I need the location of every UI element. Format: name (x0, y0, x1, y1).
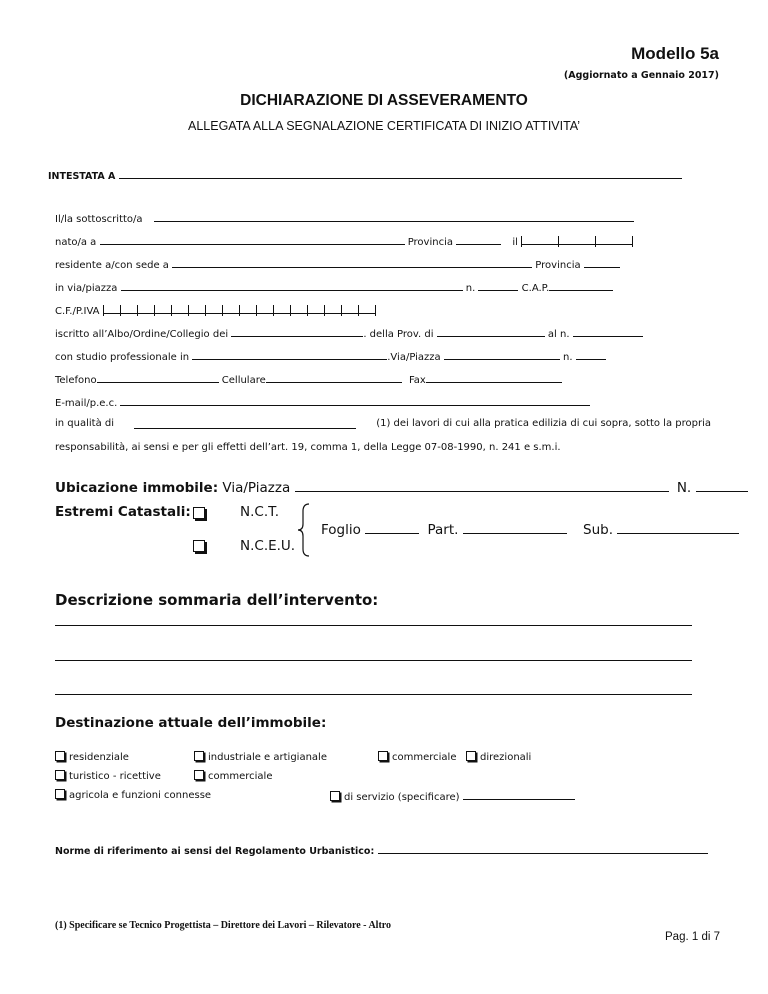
document-title: DICHIARAZIONE DI ASSEVERAMENTO (240, 92, 528, 109)
document-subtitle: ALLEGATA ALLA SEGNALAZIONE CERTIFICATA DI INIZIO ATTIVITA’ (188, 119, 580, 133)
al-n-field[interactable] (573, 326, 643, 337)
model-number: Modello 5a (631, 44, 719, 63)
al-n-label: al n. (547, 329, 570, 340)
industriale-option[interactable]: industriale e artigianale (194, 751, 327, 763)
n2-label: n. (563, 352, 573, 363)
foglio-label: Foglio (321, 522, 361, 538)
provincia-field[interactable] (456, 234, 501, 245)
servizio-field[interactable] (463, 789, 575, 800)
destinazione-label: Destinazione attuale dell’immobile: (55, 715, 327, 731)
sub-field[interactable] (617, 521, 739, 534)
norme-label: Norme di riferimento ai sensi del Regolamento Urbanistico: (55, 846, 375, 857)
via-piazza-label: .Via/Piazza (387, 352, 441, 363)
intestata-label: INTESTATA A (48, 171, 116, 182)
commerciale-checkbox[interactable] (378, 751, 388, 761)
servizio-option[interactable]: di servizio (specificare) (330, 789, 575, 803)
norme-row (55, 843, 708, 857)
agricola-checkbox[interactable] (55, 789, 65, 799)
direzionali-checkbox[interactable] (466, 751, 476, 761)
residenziale-checkbox[interactable] (55, 751, 65, 761)
sub-label: Sub. (583, 522, 614, 538)
intestata-field[interactable] (119, 168, 682, 179)
studio-field[interactable] (192, 349, 387, 360)
descrizione-line-1[interactable] (55, 625, 692, 626)
sottoscritto-row (55, 211, 634, 225)
studio-label: con studio professionale in (55, 352, 190, 363)
residente-row (55, 257, 620, 271)
via-label: in via/piazza (55, 283, 118, 294)
residente-field[interactable] (172, 257, 532, 268)
descrizione-line-3[interactable] (55, 694, 692, 695)
part-field[interactable] (463, 521, 567, 534)
della-prov-label: . della Prov. di (363, 329, 434, 340)
telefono-label: Telefono (55, 375, 97, 386)
agricola-option[interactable]: agricola e funzioni connesse (55, 789, 211, 801)
provincia2-field[interactable] (584, 257, 620, 268)
commerciale2-option[interactable]: commerciale (194, 770, 272, 782)
cf-label: C.F./P.IVA (55, 306, 100, 317)
ubicazione-label: Ubicazione immobile: (55, 480, 219, 496)
qualita-rest: (1) dei lavori di cui alla pratica edilizia di cui sopra, sotto la propria (376, 418, 711, 429)
ubicazione-via-label: Via/Piazza (222, 480, 291, 496)
telefono-row (55, 372, 562, 386)
descrizione-line-2[interactable] (55, 660, 692, 661)
provincia2-label: Provincia (535, 260, 581, 271)
iscritto-label: iscritto all’Albo/Ordine/Collegio dei (55, 329, 229, 340)
email-label: E-mail/p.e.c. (55, 398, 118, 409)
ubicazione-n-field[interactable] (696, 479, 748, 492)
turistico-option[interactable]: turistico - ricettive (55, 770, 161, 782)
nato-label: nato/a a (55, 237, 97, 248)
n-label: n. (465, 283, 476, 294)
commerciale-option[interactable]: commerciale (378, 751, 456, 763)
cap-label: C.A.P. (521, 283, 550, 294)
turistico-checkbox[interactable] (55, 770, 65, 780)
n-field[interactable] (478, 280, 518, 291)
sottoscritto-field[interactable] (154, 211, 634, 222)
fax-field[interactable] (426, 372, 562, 383)
residenziale-option[interactable]: residenziale (55, 751, 129, 763)
studio-row (55, 349, 606, 363)
part-label: Part. (427, 522, 459, 538)
foglio-field[interactable] (365, 521, 419, 534)
ubicazione-row (55, 479, 748, 496)
nceu-checkbox[interactable] (193, 540, 205, 552)
studio-via-field[interactable] (444, 349, 560, 360)
qualita-field[interactable] (134, 418, 356, 429)
responsabilita-text: responsabilità, ai sensi e per gli effetti dell’art. 19, comma 1, della Legge 07-08-1990, n. 241 e s.m.i. (55, 442, 561, 453)
sottoscritto-label: Il/la sottoscritto/a (55, 214, 143, 225)
footnote: (1) Specificare se Tecnico Progettista – Direttore dei Lavori – Rilevatore - Altro (55, 920, 392, 931)
update-date: (Aggiornato a Gennaio 2017) (563, 70, 719, 81)
norme-field[interactable] (378, 843, 708, 854)
ubicazione-via-field[interactable] (295, 479, 669, 492)
via-field[interactable] (121, 280, 463, 291)
nceu-label: N.C.E.U. (240, 538, 296, 554)
nct-label: N.C.T. (240, 504, 280, 520)
provincia-label: Provincia (407, 237, 453, 248)
cellulare-label: Cellulare (221, 375, 266, 386)
brace-icon (297, 503, 311, 557)
qualita-label: in qualità di (55, 418, 115, 429)
servizio-checkbox[interactable] (330, 791, 340, 801)
il-label: il (512, 237, 518, 248)
cellulare-field[interactable] (266, 372, 402, 383)
cf-field[interactable] (103, 306, 376, 317)
email-field[interactable] (120, 395, 590, 406)
nato-field[interactable] (100, 234, 405, 245)
commerciale2-checkbox[interactable] (194, 770, 204, 780)
nct-checkbox[interactable] (193, 507, 205, 519)
foglio-row (321, 521, 739, 538)
email-row (55, 395, 590, 409)
residente-label: residente a/con sede a (55, 260, 169, 271)
qualita-row (55, 418, 711, 429)
date-field[interactable] (521, 237, 633, 248)
telefono-field[interactable] (97, 372, 219, 383)
intestata-row (48, 168, 682, 182)
prov-field[interactable] (437, 326, 545, 337)
n2-field[interactable] (576, 349, 606, 360)
fax-label: Fax (408, 375, 426, 386)
via-row (55, 280, 613, 294)
nato-row (55, 234, 633, 248)
catasto-label: Estremi Catastali: (55, 504, 191, 520)
direzionali-option[interactable]: direzionali (466, 751, 531, 763)
descrizione-label: Descrizione sommaria dell’intervento: (55, 591, 379, 609)
ubicazione-n-label: N. (676, 480, 692, 496)
industriale-checkbox[interactable] (194, 751, 204, 761)
page-number: Pag. 1 di 7 (665, 931, 720, 943)
cf-row (55, 303, 376, 317)
iscritto-row (55, 326, 643, 340)
albo-field[interactable] (231, 326, 363, 337)
cap-field[interactable] (549, 280, 613, 291)
